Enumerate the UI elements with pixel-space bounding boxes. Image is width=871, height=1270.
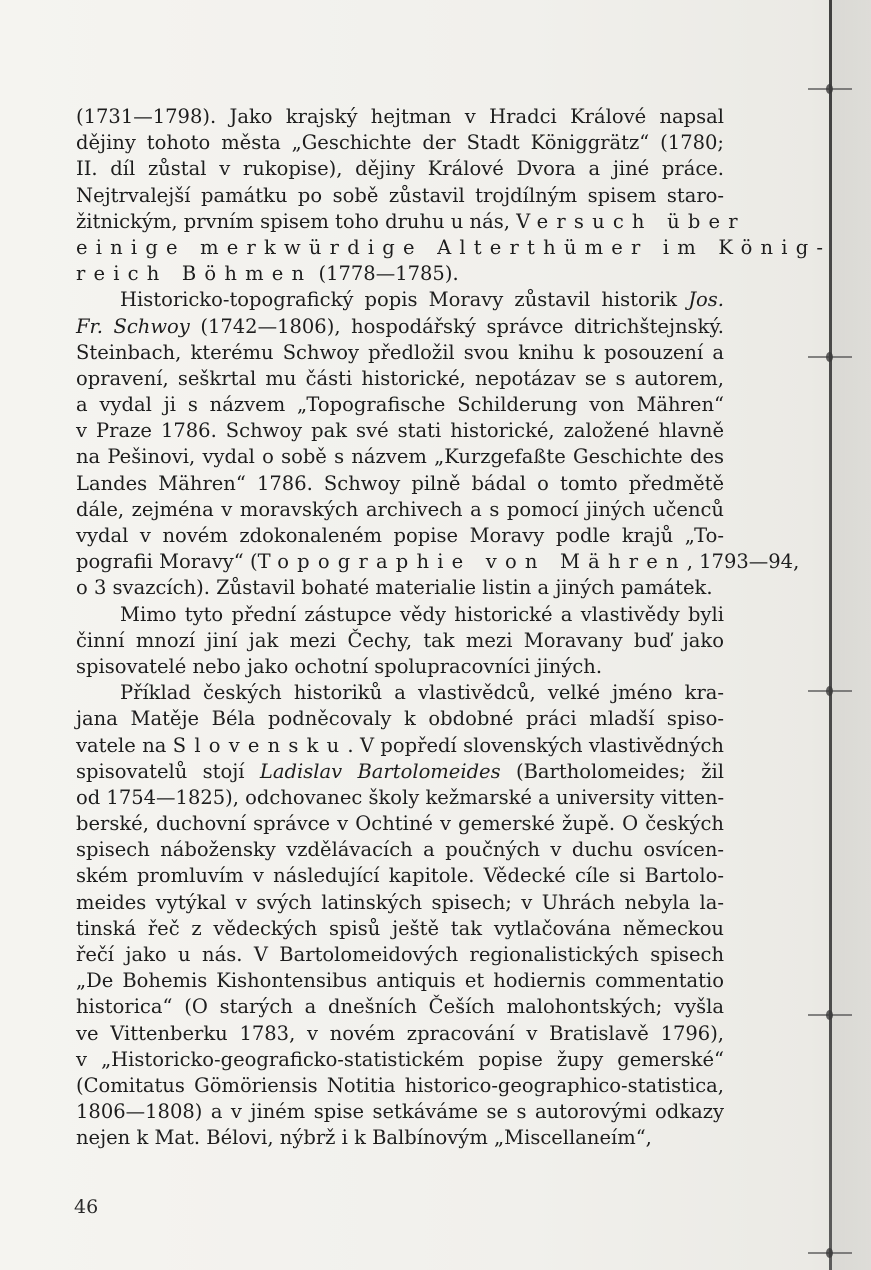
text-line: od 1754—1825), odchovanec školy kežmarské a university vitten- <box>76 785 725 809</box>
text-line: činní mnozí jiní jak mezi Čechy, tak mezi Moravany buď jako <box>76 628 724 652</box>
text-line: spisech nábožensky vzdělávacích a poučných v duchu osvícen- <box>76 838 724 862</box>
binding-stitch-icon <box>808 1248 852 1258</box>
text-line: žitnickým, prvním spisem toho druhu u nás, Versuch über <box>76 209 746 233</box>
text-line: jana Matěje Béla podněcovaly k obdobné práci mladší spiso- <box>76 707 724 731</box>
text-line: Landes Mähren“ 1786. Schwoy pilně bádal o tomto předmětě <box>76 471 724 495</box>
text-line: Fr. Schwoy (1742—1806), hospodářský správce ditrichštejnský. <box>76 314 724 338</box>
text-line: v „Historicko-geograficko-statistickém popise župy gemerské“ <box>76 1047 724 1071</box>
text-line: spisovatelé nebo jako ochotní spolupracovníci jiných. <box>76 654 603 678</box>
text-line: na Pešinovi, vydal o sobě s názvem „Kurzgefaßte Geschichte des <box>76 445 724 469</box>
text-line: v Praze 1786. Schwoy pak své stati historické, založené hlavně <box>76 419 724 443</box>
text-line: berské, duchovní správce v Ochtiné v gemerské župě. O českých <box>76 812 724 836</box>
text-line: Příklad českých historiků a vlastivědců, velké jméno kra- <box>120 681 724 705</box>
page-number: 46 <box>74 1196 99 1218</box>
binding-stitch-icon <box>808 1010 852 1020</box>
text-line: ském promluvím v následující kapitole. Vědecké cíle si Bartolo- <box>76 864 724 888</box>
text-line: Steinbach, kterému Schwoy předložil svou knihu k posouzení a <box>76 340 724 364</box>
text-line: opravení, seškrtal mu části historické, nepotázav se s autorem, <box>76 366 724 390</box>
binding-spine-line <box>829 0 832 1270</box>
body-text <box>76 104 832 1152</box>
text-line: Historicko-topografický popis Moravy zůstavil historik Jos. <box>120 288 724 312</box>
binding-shadow <box>832 0 871 1270</box>
text-line: o 3 svazcích). Zůstavil bohaté materialie listin a jiných památek. <box>76 576 713 600</box>
text-line: dále, zejména v moravských archivech a s pomocí jiných učenců <box>76 497 724 521</box>
text-line: einige merkwürdige Alterthümer im König- <box>76 235 832 259</box>
text-line: reich Böhmen (1778—1785). <box>76 262 459 286</box>
text-line: 1806—1808) a v jiném spise setkáváme se s autorovými odkazy <box>76 1100 724 1124</box>
text-line: meides vytýkal v svých latinských spisech; v Uhrách nebyla la- <box>76 890 724 914</box>
text-line: řečí jako u nás. V Bartolomeidových regionalistických spisech <box>76 943 724 966</box>
text-line: Mimo tyto přední zástupce vědy historické a vlastivědy byli <box>120 602 724 626</box>
text-line: spisovatelů stojí Ladislav Bartolomeides (Bartholomeides; žil <box>76 759 724 783</box>
text-line: (Comitatus Gömöriensis Notitia historico-geographico-statistica, <box>76 1073 724 1097</box>
text-line: ve Vittenberku 1783, v novém zpracování v Bratislavě 1796), <box>76 1021 724 1045</box>
text-line: (1731—1798). Jako krajský hejtman v Hradci Králové napsal <box>76 105 724 128</box>
text-line: vatele na Slovensku. V popředí slovenských vlastivědných <box>76 733 724 757</box>
text-line: dějiny tohoto města „Geschichte der Stadt Königgrätz“ (1780; <box>76 131 724 155</box>
text-line: „De Bohemis Kishontensibus antiquis et hodiernis commentatio <box>76 969 724 993</box>
binding-stitch-icon <box>808 84 852 94</box>
binding-stitch-icon <box>808 352 852 362</box>
text-line: vydal v novém zdokonaleném popise Moravy podle krajů „To- <box>76 524 724 547</box>
text-line: pografii Moravy“ (Topographie von Mähren, 1793—94, <box>76 550 800 574</box>
text-line: Nejtrvalejší památku po sobě zůstavil trojdílným spisem staro- <box>76 183 724 207</box>
text-line: nejen k Mat. Bélovi, nýbrž i k Balbínovým „Miscellaneím“, <box>76 1126 652 1150</box>
binding-stitch-icon <box>808 686 852 696</box>
text-line: a vydal ji s názvem „Topografische Schilderung von Mähren“ <box>76 393 724 417</box>
text-line: II. díl zůstal v rukopise), dějiny Králové Dvora a jiné práce. <box>76 157 724 181</box>
text-line: historica“ (O starých a dnešních Češích malohontských; vyšla <box>76 995 724 1019</box>
text-line: tinská řeč z vědeckých spisů ještě tak vytlačována německou <box>76 916 724 940</box>
